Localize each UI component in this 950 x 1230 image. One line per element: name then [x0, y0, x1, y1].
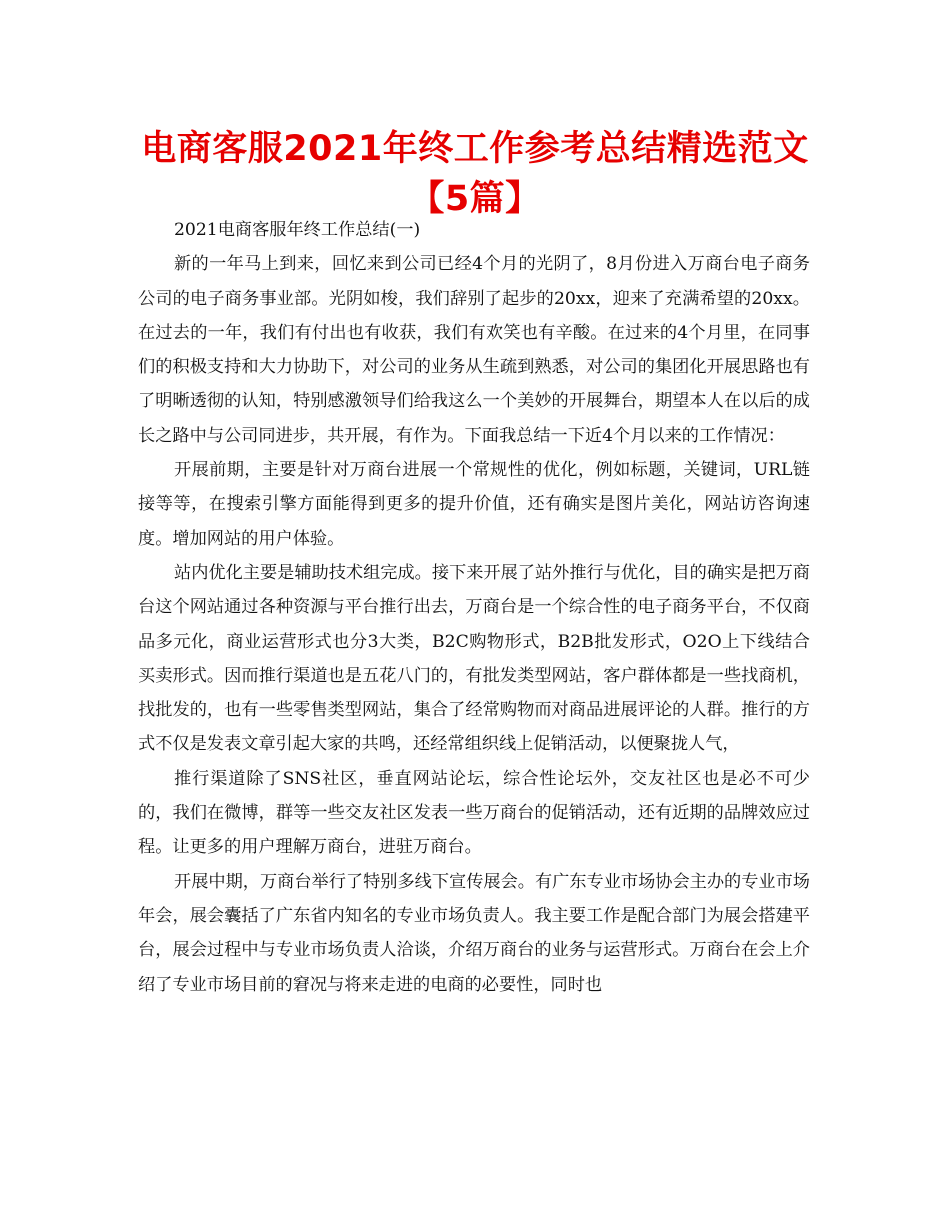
- paragraph-early-stage: 开展前期，主要是针对万商台进展一个常规性的优化，例如标题，关键词，URL链接等等，在搜索引擎方面能得到更多的提升价值，还有确实是图片美化，网站访咨询速度。增加网站的用户体验。: [138, 460, 810, 549]
- paragraph-onsite-optimization: 站内优化主要是辅助技术组完成。接下来开展了站外推行与优化，目的确实是把万商台这个网站通过各种资源与平台推行出去，万商台是一个综合性的电子商务平台，不仅商品多元化，商业运营形式也分3大类，B2C购物形式，B2B批发形式，O2O上下线结合买卖形式。因而推行渠道也是五花八门的，有批发类型网站，客户群体都是一些找商机，找批发的，也有一些零售类型网站，集合了经常购物而对商品进展评论的人群。推行的方式不仅是发表文章引起大家的共鸣，还经常组织线上促销活动，以便聚拢人气，: [138, 562, 810, 755]
- paragraph-mid-stage: 开展中期，万商台举行了特别多线下宣传展会。有广东专业市场协会主办的专业市场年会，展会囊括了广东省内知名的专业市场负责人。我主要工作是配合部门为展会搭建平台，展会过程中与专业市场负责人洽谈，介绍万商台的业务与运营形式。万商台在会上介绍了专业市场目前的窘况与将来走进的电商的必要性，同时也: [138, 871, 810, 995]
- section-subheading: 2021电商客服年终工作总结(一): [174, 220, 421, 240]
- document-title: 电商客服2021年终工作参考总结精选范文【5篇】: [141, 129, 809, 219]
- paragraph-promotion-channels: 推行渠道除了SNS社区，垂直网站论坛，综合性论坛外，交友社区也是必不可少的，我们在微博，群等一些交友社区发表一些万商台的促销活动，还有近期的品牌效应过程。让更多的用户理解万商台，进驻万商台。: [138, 768, 810, 858]
- paragraph-intro: 新的一年马上到来，回忆来到公司已经4个月的光阴了，8月份进入万商台电子商务公司的电子商务事业部。光阴如梭，我们辞别了起步的20xx，迎来了充满希望的20xx。在过去的一年，我们有付出也有收获，我们有欢笑也有辛酸。在过来的4个月里，在同事们的积极支持和大力协助下，对公司的业务从生疏到熟悉，对公司的集团化开展思路也有了明晰透彻的认知，特别感激领导们给我这么一个美妙的开展舞台，期望本人在以后的成长之路中与公司同进步，共开展，有作为。下面我总结一下近4个月以来的工作情况：: [138, 254, 810, 446]
- document-body: [138, 213, 810, 1002]
